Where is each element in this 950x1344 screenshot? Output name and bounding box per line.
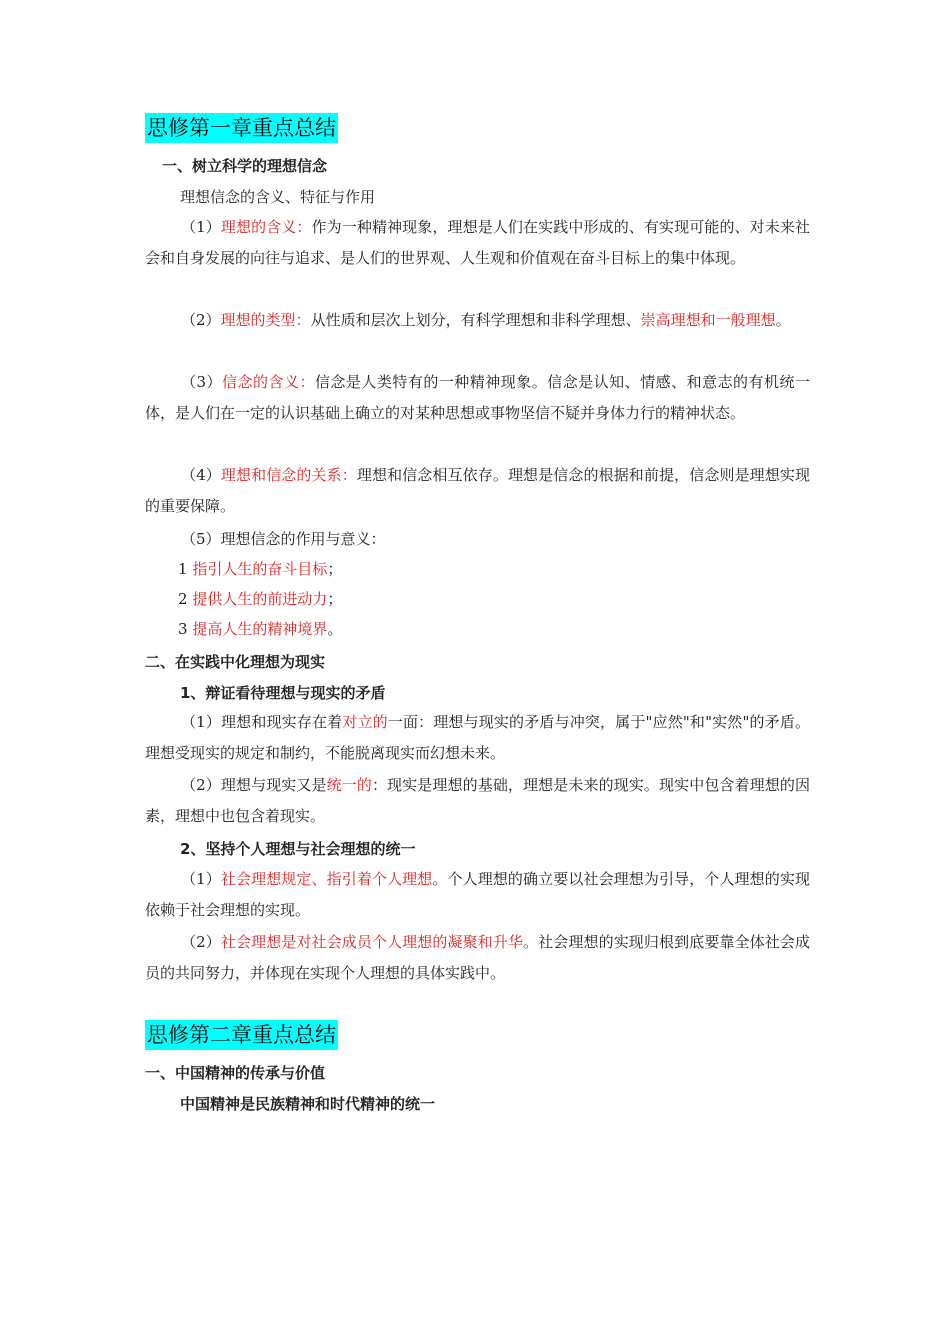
paragraph-role-heading: （5）理想信念的作用与意义： [181,530,386,548]
paragraph-ideal-types: （2）理想的类型：从性质和层次上划分，有科学理想和非科学理想、崇高理想和一般理想。 [181,311,791,329]
paragraph-belief-meaning: （3）信念的含义：信念是人类特有的一种精神现象。信念是认知、情感、和意志的有机统一体，是人们在一定的认识基础上确立的对某种思想或事物坚信不疑并身体力行的精神状态。 [145,373,810,422]
section-1-heading: 一、树立科学的理想信念 [162,157,328,175]
red-highlight: 社会理想是对社会成员个人理想的凝聚和升华 [220,933,524,951]
chapter-2-section-heading: 一、中国精神的传承与价值 [145,1064,326,1082]
paragraph-social-guides-personal: （1）社会理想规定、指引着个人理想。个人理想的确立要以社会理想为引导，个人理想的实现依赖于社会理想的实现。 [145,870,810,919]
list-item-2: 2 提供人生的前进动力； [178,590,343,608]
red-label: 信念的含义： [222,373,315,391]
chapter-1-title: 思修第一章重点总结 [145,113,338,143]
list-item-1: 1 指引人生的奋斗目标； [178,560,343,578]
paragraph-ideal-meaning: （1）理想的含义：作为一种精神现象，理想是人们在实践中形成的、有实现可能的、对未来社会和自身发展的向往与追求、是人们的世界观、人生观和价值观在奋斗目标上的集中体现。 [145,218,810,267]
chapter-2-subheading: 中国精神是民族精神和时代精神的统一 [180,1095,436,1113]
subsection-1-heading: 1、辩证看待理想与现实的矛盾 [180,684,386,702]
red-highlight: 崇高理想和一般理想 [640,311,776,329]
paragraph-social-condenses-personal: （2）社会理想是对社会成员个人理想的凝聚和升华。社会理想的实现归根到底要靠全体社会成员的共同努力，并体现在实现个人理想的具体实践中。 [145,933,810,982]
section-1-subtitle: 理想信念的含义、特征与作用 [180,188,376,206]
section-2-heading: 二、在实践中化理想为现实 [145,653,326,671]
red-label: 理想和信念的关系： [220,466,357,484]
red-highlight: 社会理想规定、指引着个人理想 [220,870,433,888]
paragraph-ideal-belief-relation: （4）理想和信念的关系：理想和信念相互依存。理想是信念的根据和前提，信念则是理想实现的重要保障。 [145,466,810,515]
red-highlight: 对立的 [342,713,388,731]
subsection-2-heading: 2、坚持个人理想与社会理想的统一 [180,840,416,858]
paragraph-opposition: （1）理想和现实存在着对立的一面：理想与现实的矛盾与冲突，属于"应然"和"实然"的矛盾。理想受现实的规定和制约，不能脱离现实而幻想未来。 [145,713,810,762]
chapter-2-title: 思修第二章重点总结 [145,1020,338,1050]
red-highlight: 统一的 [326,776,372,794]
list-item-3: 3 提高人生的精神境界。 [178,620,343,638]
red-label: 理想的含义： [220,218,312,236]
paragraph-unity: （2）理想与现实又是统一的：现实是理想的基础，理想是未来的现实。现实中包含着理想的因素，理想中也包含着现实。 [145,776,810,825]
red-label: 理想的类型： [220,311,311,329]
